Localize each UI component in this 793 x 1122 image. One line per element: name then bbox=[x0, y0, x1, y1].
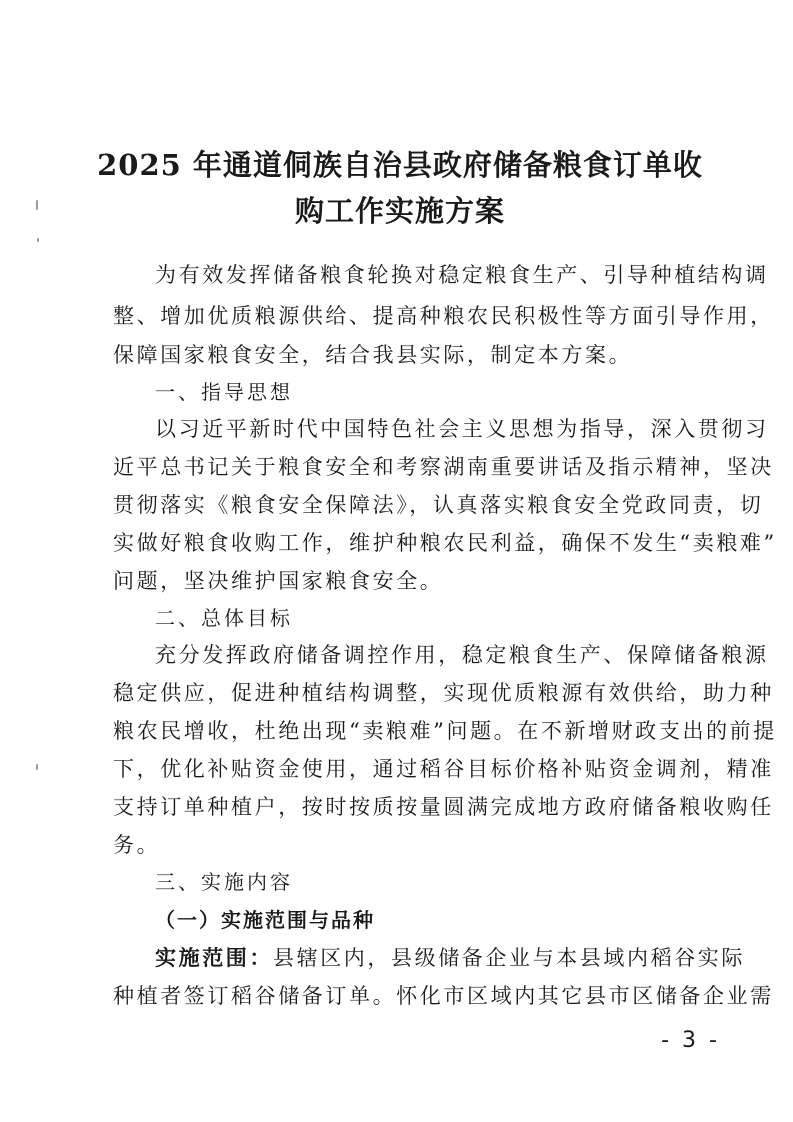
intro-line: 为有效发挥储备粮食轮换对稳定粮食生产、引导种植结构调 bbox=[155, 263, 769, 287]
scope-label: 实施范围： bbox=[155, 945, 273, 970]
scope-line bbox=[155, 944, 745, 972]
scan-speck bbox=[37, 238, 39, 242]
intro-line: 保障国家粮食安全，结合我县实际，制定本方案。 bbox=[113, 343, 633, 367]
subsection-heading-scope: （一）实施范围与品种 bbox=[155, 908, 375, 932]
section-heading-overall-goal: 二、总体目标 bbox=[155, 606, 293, 630]
page-number: - 3 - bbox=[661, 1028, 720, 1053]
intro-line: 整、增加优质粮源供给、提高种粮农民积极性等方面引导作用， bbox=[113, 304, 774, 328]
scope-line: 种植者签订稻谷储备订单。怀化市区域内其它县市区储备企业需 bbox=[113, 984, 774, 1008]
section1-line: 贯彻落实《粮食安全保障法》，认真落实粮食安全党政同责，切 bbox=[113, 493, 764, 517]
section-heading-guiding-ideology: 一、指导思想 bbox=[155, 380, 293, 404]
section2-line: 下，优化补贴资金使用，通过稻谷目标价格补贴资金调剂，精准 bbox=[113, 757, 774, 781]
section1-line: 实做好粮食收购工作，维护种粮农民利益，确保不发生“卖粮难” bbox=[113, 531, 777, 555]
document-title-line-1: 2025 年通道侗族自治县政府储备粮食订单收 bbox=[97, 148, 703, 182]
section-heading-implementation: 三、实施内容 bbox=[155, 870, 293, 894]
document-title-line-2: 购工作实施方案 bbox=[294, 194, 505, 228]
section2-line: 支持订单种植户，按时按质按量圆满完成地方政府储备粮收购任 bbox=[113, 795, 774, 819]
section2-line: 务。 bbox=[113, 833, 161, 857]
section1-line: 以习近平新时代中国特色社会主义思想为指导，深入贯彻习 bbox=[155, 417, 769, 441]
scan-speck bbox=[36, 200, 38, 210]
section2-line: 充分发挥政府储备调控作用，稳定粮食生产、保障储备粮源 bbox=[155, 643, 769, 667]
section2-line: 粮农民增收，杜绝出现“卖粮难”问题。在不新增财政支出的前提 bbox=[113, 719, 777, 743]
section1-line: 近平总书记关于粮食安全和考察湖南重要讲话及指示精神，坚决 bbox=[113, 455, 774, 479]
section2-line: 稳定供应，促进种植结构调整，实现优质粮源有效供给，助力种 bbox=[113, 681, 774, 705]
scope-text: 县辖区内，县级储备企业与本县域内稻谷实际 bbox=[273, 946, 745, 970]
scan-speck bbox=[36, 764, 38, 770]
section1-line: 问题，坚决维护国家粮食安全。 bbox=[113, 569, 444, 593]
